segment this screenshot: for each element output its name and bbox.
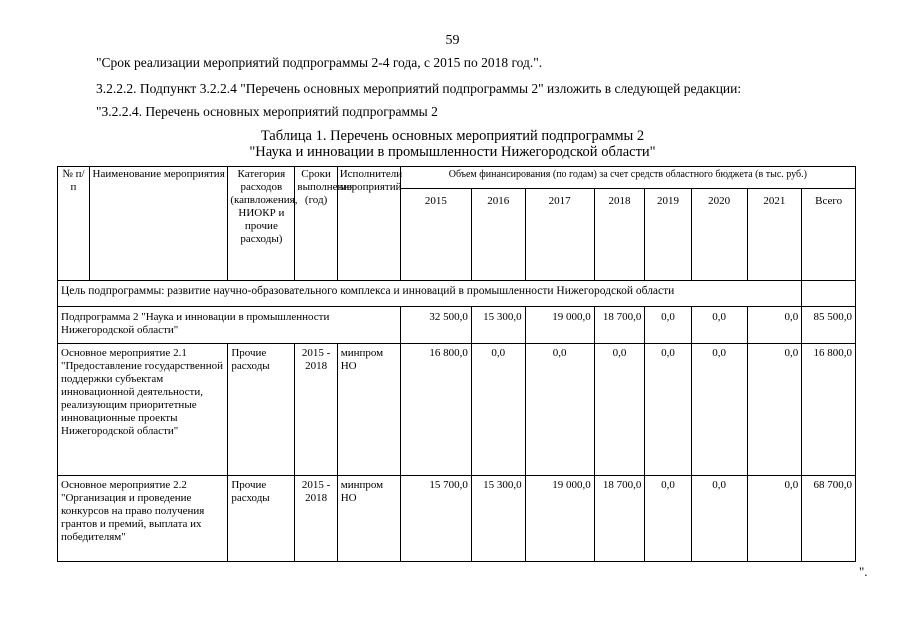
subprogram-row	[58, 307, 856, 344]
subprogram-value-2016: 15 300,0	[471, 307, 525, 344]
text-line-1: "Срок реализации мероприятий подпрограммы 2-4 года, с 2015 по 2018 год.".	[96, 55, 543, 70]
caption-line-2: "Наука и инновации в промышленности Нижегородской области"	[249, 144, 656, 160]
measure-value-2021: 0,0	[747, 476, 802, 562]
table-row	[58, 344, 856, 476]
measure-term: 2015 - 2018	[295, 476, 337, 562]
table-caption	[0, 128, 905, 160]
header-terms: Сроки выполнения (год)	[295, 167, 337, 281]
measure-value-2018: 18 700,0	[594, 476, 645, 562]
measure-value-2015: 16 800,0	[400, 344, 471, 476]
year-total: Всего	[802, 189, 856, 281]
measure-value-2019: 0,0	[645, 344, 691, 476]
measure-value-total: 16 800,0	[802, 344, 856, 476]
measure-value-2020: 0,0	[691, 476, 747, 562]
measure-value-2017: 19 000,0	[525, 476, 594, 562]
measure-value-2015: 15 700,0	[400, 476, 471, 562]
measure-value-2017: 0,0	[525, 344, 594, 476]
measure-category: Прочие расходы	[228, 476, 295, 562]
measure-value-2016: 15 300,0	[471, 476, 525, 562]
year-2017: 2017	[525, 189, 594, 281]
subprogram-value-2020: 0,0	[691, 307, 747, 344]
measure-name: Основное мероприятие 2.1 "Предоставление государственной поддержки субъектам инновационной деятельности, реализующим приоритетные инновационные проекты Нижегородской области"	[58, 344, 228, 476]
measure-executor: минпром НО	[337, 344, 400, 476]
header-name: Наименование мероприятия	[90, 167, 228, 281]
header-num: № п/п	[58, 167, 90, 281]
subprogram-value-2015: 32 500,0	[400, 307, 471, 344]
subprogram-value-2017: 19 000,0	[525, 307, 594, 344]
measure-value-2020: 0,0	[691, 344, 747, 476]
header-row	[58, 167, 856, 189]
subprogram-value-2019: 0,0	[645, 307, 691, 344]
measure-name: Основное мероприятие 2.2 "Организация и проведение конкурсов на право получения грантов и премий, выплата их победителям"	[58, 476, 228, 562]
header-executors: Исполнители мероприятий	[337, 167, 400, 281]
measure-value-2018: 0,0	[594, 344, 645, 476]
subprogram-name: Подпрограмма 2 "Наука и инновации в промышленности Нижегородской области"	[58, 307, 401, 344]
year-2020: 2020	[691, 189, 747, 281]
subprogram-value-2018: 18 700,0	[594, 307, 645, 344]
year-2019: 2019	[645, 189, 691, 281]
goal-text: Цель подпрограммы: развитие научно-образовательного комплекса и инноваций в промышленности Нижегородской области	[58, 281, 802, 307]
table-row	[58, 476, 856, 562]
goal-empty-cell	[802, 281, 856, 307]
measure-executor: минпром НО	[337, 476, 400, 562]
measure-term: 2015 - 2018	[295, 344, 337, 476]
measure-category: Прочие расходы	[228, 344, 295, 476]
caption-line-1: Таблица 1. Перечень основных мероприятий подпрограммы 2	[260, 128, 645, 144]
year-2015: 2015	[400, 189, 471, 281]
closing-quote: ".	[859, 564, 868, 579]
header-financing: Объем финансирования (по годам) за счет средств областного бюджета (в тыс. руб.)	[400, 167, 855, 189]
goal-row	[58, 281, 856, 307]
year-2016: 2016	[471, 189, 525, 281]
measure-value-2016: 0,0	[471, 344, 525, 476]
year-2018: 2018	[594, 189, 645, 281]
text-line-3: "3.2.2.4. Перечень основных мероприятий подпрограммы 2	[96, 104, 438, 119]
year-2021: 2021	[747, 189, 802, 281]
measures-table	[57, 166, 856, 562]
subprogram-value-total: 85 500,0	[802, 307, 856, 344]
header-category: Категория расходов (капвложения, НИОКР и прочие расходы)	[228, 167, 295, 281]
measure-value-2019: 0,0	[645, 476, 691, 562]
page-number: 59	[445, 33, 460, 48]
subprogram-value-2021: 0,0	[747, 307, 802, 344]
text-line-2: 3.2.2.2. Подпункт 3.2.2.4 "Перечень основных мероприятий подпрограммы 2" изложить в следующей редакции:	[96, 81, 742, 96]
measure-value-2021: 0,0	[747, 344, 802, 476]
measure-value-total: 68 700,0	[802, 476, 856, 562]
